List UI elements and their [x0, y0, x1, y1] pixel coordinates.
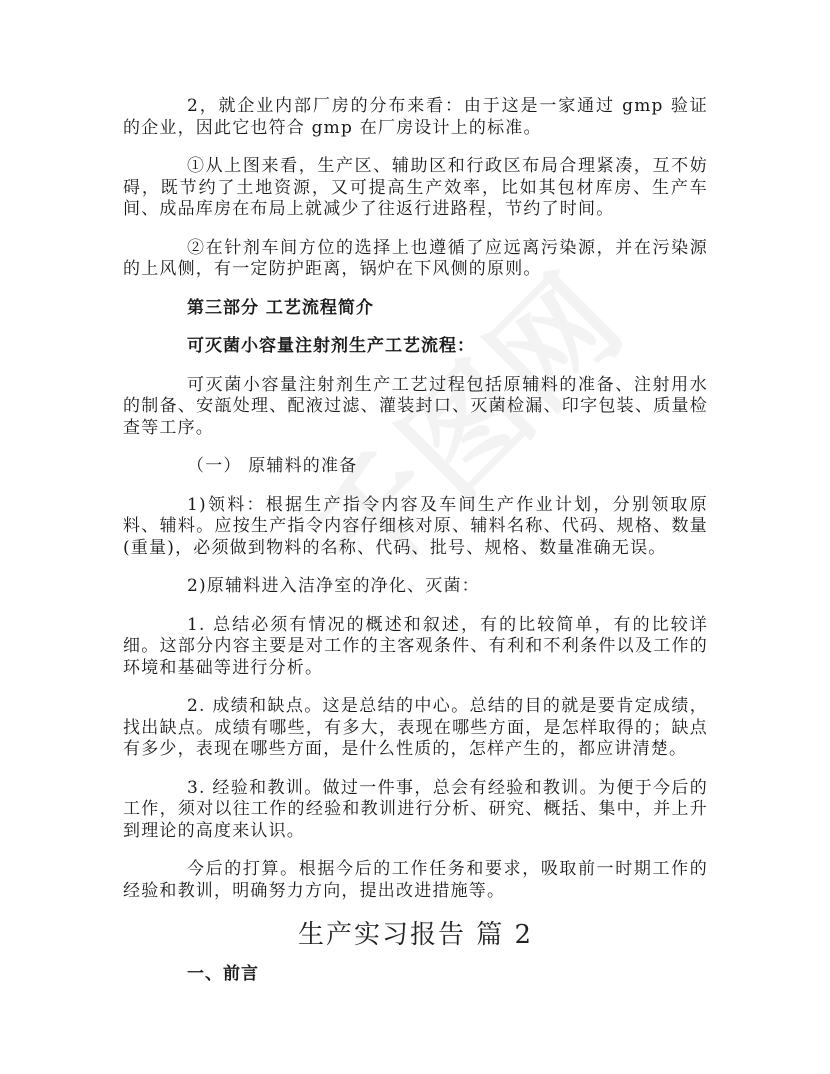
- paragraph-layout-point-2: ②在针剂车间方位的选择上也遵循了应远离污染源，并在污染源的上风侧，有一定防护距离，锅炉在下风侧的原则。: [123, 237, 708, 279]
- paragraph-future-plans: 今后的打算。根据今后的工作任务和要求，吸取前一时期工作的经验和教训，明确努力方向，提出改进措施等。: [123, 859, 708, 901]
- paragraph-factory-layout: 2，就企业内部厂房的分布来看：由于这是一家通过 gmp 验证的企业，因此它也符合 gmp 在厂房设计上的标准。: [123, 96, 708, 138]
- subheading-preface: 一、前言: [187, 964, 259, 984]
- paragraph-material-collection: 1)领料：根据生产指令内容及车间生产作业计划，分别领取原料、辅料。应按生产指令内容仔细核对原、辅料名称、代码、规格、数量(重量)，必须做到物料的名称、代码、批号、规格、数量准确无误。: [123, 494, 708, 558]
- paragraph-layout-point-1: ①从上图来看，生产区、辅助区和行政区布局合理紧凑，互不妨碍，既节约了土地资源，又可提高生产效率，比如其包材库房、生产车间、成品库房在布局上就减少了往返行进路程，节约了时间。: [123, 156, 708, 219]
- section-heading-part-three: 第三部分 工艺流程简介: [187, 297, 374, 318]
- paragraph-summary-point-2: 2. 成绩和缺点。这是总结的中心。总结的目的就是要肯定成绩，找出缺点。成绩有哪些，有多大，表现在哪些方面，是怎样取得的；缺点有多少，表现在哪些方面，是什么性质的，怎样产生的，都应讲清楚。: [123, 696, 708, 759]
- paragraph-summary-point-3: 3. 经验和教训。做过一件事，总会有经验和教训。为便于今后的工作，须对以往工作的经验和教训进行分析、研究、概括、集中，并上升到理论的高度来认识。: [123, 777, 708, 841]
- report-title: 生产实习报告 篇 2: [297, 920, 534, 950]
- paragraph-raw-material-prep: （一） 原辅料的准备: [187, 456, 358, 476]
- paragraph-material-sterilization: 2)原辅料进入洁净室的净化、灭菌：: [187, 576, 480, 596]
- section-heading-process-flow: 可灭菌小容量注射剂生产工艺流程：: [187, 336, 475, 356]
- paragraph-process-overview: 可灭菌小容量注射剂生产工艺过程包括原辅料的准备、注射用水的制备、安瓿处理、配液过滤、灌装封口、灭菌检漏、印字包装、质量检查等工序。: [123, 374, 708, 438]
- document-page: [123, 96, 708, 986]
- paragraph-summary-point-1: 1. 总结必须有情况的概述和叙述，有的比较简单，有的比较详细。这部分内容主要是对工作的主客观条件、有利和不利条件以及工作的环境和基础等进行分析。: [123, 614, 708, 678]
